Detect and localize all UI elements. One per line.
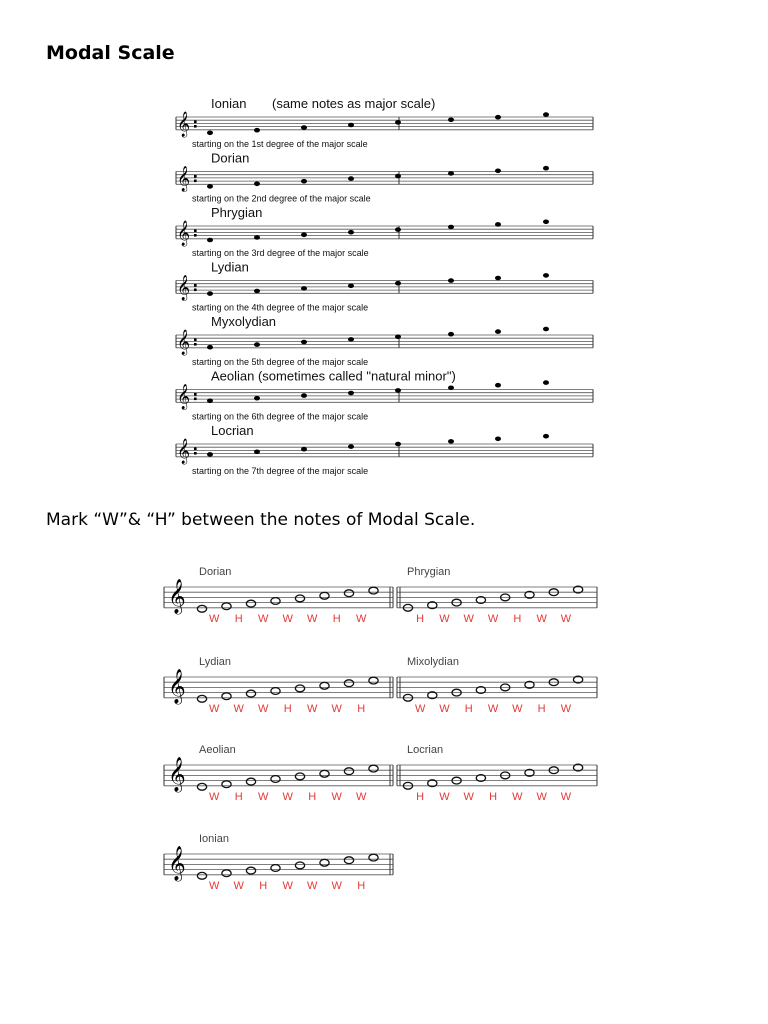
step-label: W [439, 790, 450, 803]
step-label: W [536, 612, 547, 625]
step-label: W [209, 612, 220, 625]
step-label: W [356, 612, 367, 625]
step-label: W [209, 790, 220, 803]
mode-caption: starting on the 2nd degree of the major scale [192, 193, 371, 204]
quarter-note [301, 233, 307, 238]
quarter-note [543, 327, 549, 332]
time-sig-dot [194, 452, 197, 455]
exercise-name: Lydian [199, 656, 232, 668]
treble-clef-icon: 𝄞 [168, 579, 186, 614]
mode-caption: starting on the 4th degree of the major scale [192, 302, 369, 313]
step-label: W [487, 702, 499, 715]
quarter-note [254, 128, 260, 133]
step-label: W [439, 702, 450, 715]
quarter-note [207, 291, 213, 296]
quarter-note [395, 335, 401, 340]
mode-subtitle: (same notes as major scale) [272, 96, 436, 111]
exercise-name: Locrian [407, 744, 444, 756]
whole-note [197, 695, 206, 702]
page-title: Modal Scale [46, 42, 175, 64]
quarter-note [348, 391, 354, 396]
time-sig-dot [194, 121, 197, 124]
step-label: H [513, 612, 522, 625]
step-label: H [464, 702, 473, 715]
step-label: W [209, 702, 220, 715]
mode-name: Ionian [211, 96, 247, 111]
whole-note [271, 598, 280, 605]
time-sig-dot [194, 180, 197, 183]
exercise-name: Dorian [199, 566, 232, 578]
step-label: W [331, 702, 342, 715]
whole-note [344, 768, 353, 775]
mode-name: Phrygian [211, 205, 263, 220]
whole-note [295, 862, 304, 869]
exercise-name: Aeolian [199, 744, 236, 756]
treble-clef-icon: 𝄞 [177, 221, 191, 246]
step-label: H [234, 790, 243, 803]
step-label: W [233, 879, 244, 892]
whole-note [320, 592, 329, 599]
treble-clef-icon: 𝄞 [177, 384, 191, 410]
quarter-note [543, 273, 549, 278]
time-sig-dot [194, 289, 197, 292]
whole-note [369, 587, 378, 594]
step-label: W [560, 612, 572, 625]
step-label: W [233, 702, 244, 715]
whole-note [369, 677, 378, 684]
quarter-note [348, 337, 354, 342]
step-label: W [209, 879, 220, 892]
step-label: H [416, 612, 425, 625]
step-label: H [332, 612, 341, 625]
quarter-note [254, 450, 260, 455]
quarter-note [254, 182, 260, 187]
whole-note [222, 693, 231, 700]
step-label: W [512, 790, 523, 803]
whole-note [320, 859, 329, 866]
instruction-text: Mark “W”& “H” between the notes of Modal Scale. [46, 510, 476, 530]
treble-clef-icon: 𝄞 [168, 669, 186, 704]
mode-name: Locrian [211, 423, 254, 438]
step-label: W [307, 879, 318, 892]
whole-note [246, 778, 255, 785]
quarter-note [448, 439, 454, 444]
whole-note [246, 600, 255, 607]
quarter-note [495, 383, 501, 388]
quarter-note [348, 230, 354, 235]
whole-note [320, 770, 329, 777]
mode-caption: starting on the 1st degree of the major scale [192, 139, 368, 149]
quarter-note [301, 286, 307, 291]
quarter-note [543, 166, 549, 171]
quarter-note [348, 176, 354, 181]
whole-note [197, 605, 206, 612]
mode-name: Myxolydian [211, 314, 277, 329]
step-label: W [439, 612, 450, 625]
step-label: W [282, 612, 293, 625]
quarter-note [495, 329, 501, 334]
quarter-note [395, 174, 401, 179]
time-sig-dot [194, 284, 197, 287]
whole-note [222, 781, 231, 788]
whole-note [271, 688, 280, 695]
mode-caption: starting on the 3rd degree of the major scale [192, 248, 369, 258]
whole-note [344, 857, 353, 864]
quarter-note [254, 342, 260, 347]
time-sig-dot [194, 234, 197, 237]
step-label: H [283, 702, 292, 715]
quarter-note [207, 345, 213, 350]
time-sig-dot [194, 230, 197, 233]
time-sig-dot [194, 398, 197, 401]
step-label: W [331, 790, 342, 803]
treble-clef-icon: 𝄞 [168, 757, 186, 792]
quarter-note [348, 123, 354, 128]
whole-note [271, 776, 280, 783]
treble-clef-icon: 𝄞 [177, 166, 191, 192]
mode-name: Dorian [211, 150, 250, 166]
exercise-name: Mixolydian [407, 656, 459, 668]
step-label: W [307, 702, 318, 715]
quarter-note [301, 125, 307, 130]
treble-clef-icon: 𝄞 [177, 112, 191, 137]
whole-note [369, 854, 378, 861]
quarter-note [448, 332, 454, 337]
step-label: H [537, 702, 546, 715]
quarter-note [448, 278, 454, 283]
treble-clef-icon: 𝄞 [177, 439, 191, 464]
mode-name: Lydian [211, 259, 249, 275]
quarter-note [207, 399, 213, 404]
mode-caption: starting on the 7th degree of the major scale [192, 466, 369, 476]
time-sig-dot [194, 448, 197, 451]
quarter-note [301, 393, 307, 398]
time-sig-dot [194, 175, 197, 178]
whole-note [295, 595, 304, 602]
quarter-note [348, 284, 354, 289]
step-label: H [308, 790, 317, 803]
quarter-note [395, 120, 401, 125]
whole-note [271, 865, 280, 872]
step-label: W [356, 790, 367, 803]
mode-caption: starting on the 5th degree of the major scale [192, 357, 369, 367]
quarter-note [495, 437, 501, 442]
time-sig-dot [194, 393, 197, 396]
quarter-note [395, 227, 401, 232]
time-sig-dot [194, 125, 197, 128]
quarter-note [254, 396, 260, 401]
quarter-note [543, 112, 549, 117]
quarter-note [543, 434, 549, 439]
step-label: W [282, 790, 293, 803]
step-label: W [512, 702, 523, 715]
treble-clef-icon: 𝄞 [177, 275, 191, 301]
step-label: W [463, 790, 474, 803]
quarter-note [448, 386, 454, 391]
step-label: W [560, 702, 572, 715]
step-label: H [489, 790, 498, 803]
exercise-name: Ionian [199, 833, 229, 845]
step-label: W [258, 702, 269, 715]
step-label: H [416, 790, 425, 803]
quarter-note [301, 179, 307, 184]
quarter-note [254, 235, 260, 240]
quarter-note [395, 281, 401, 286]
step-label: W [487, 612, 499, 625]
step-label: H [259, 879, 268, 892]
quarter-note [301, 340, 307, 345]
step-label: W [463, 612, 474, 625]
quarter-note [495, 222, 501, 227]
whole-note [246, 690, 255, 697]
whole-note [344, 680, 353, 687]
quarter-note [207, 184, 213, 189]
quarter-note [348, 444, 354, 449]
quarter-note [448, 118, 454, 123]
step-label: W [414, 702, 426, 715]
mode-name: Aeolian (sometimes called "natural minor") [211, 368, 456, 384]
quarter-note [395, 388, 401, 393]
whole-note [369, 765, 378, 772]
quarter-note [207, 238, 213, 243]
quarter-note [495, 169, 501, 174]
quarter-note [207, 452, 213, 457]
whole-note [197, 783, 206, 790]
exercise-name: Phrygian [407, 566, 451, 578]
step-label: W [536, 790, 547, 803]
quarter-note [207, 131, 213, 136]
step-label: H [357, 702, 366, 715]
quarter-note [495, 276, 501, 281]
whole-note [295, 685, 304, 692]
whole-note [197, 872, 206, 879]
mode-caption: starting on the 6th degree of the major scale [192, 411, 369, 422]
whole-note [222, 603, 231, 610]
step-label: W [258, 612, 269, 625]
step-label: W [282, 879, 293, 892]
treble-clef-icon: 𝄞 [168, 846, 186, 881]
quarter-note [543, 380, 549, 385]
step-label: H [234, 612, 243, 625]
quarter-note [254, 289, 260, 294]
whole-note [295, 773, 304, 780]
treble-clef-icon: 𝄞 [177, 330, 191, 355]
step-label: W [307, 612, 318, 625]
whole-note [222, 870, 231, 877]
whole-note [320, 682, 329, 689]
quarter-note [395, 442, 401, 447]
quarter-note [543, 220, 549, 225]
quarter-note [448, 171, 454, 176]
time-sig-dot [194, 343, 197, 346]
step-label: W [331, 879, 342, 892]
quarter-note [301, 447, 307, 452]
step-label: H [357, 879, 366, 892]
quarter-note [495, 115, 501, 120]
whole-note [246, 867, 255, 874]
step-label: W [560, 790, 572, 803]
quarter-note [448, 225, 454, 230]
step-label: W [258, 790, 269, 803]
whole-note [344, 590, 353, 597]
time-sig-dot [194, 339, 197, 342]
